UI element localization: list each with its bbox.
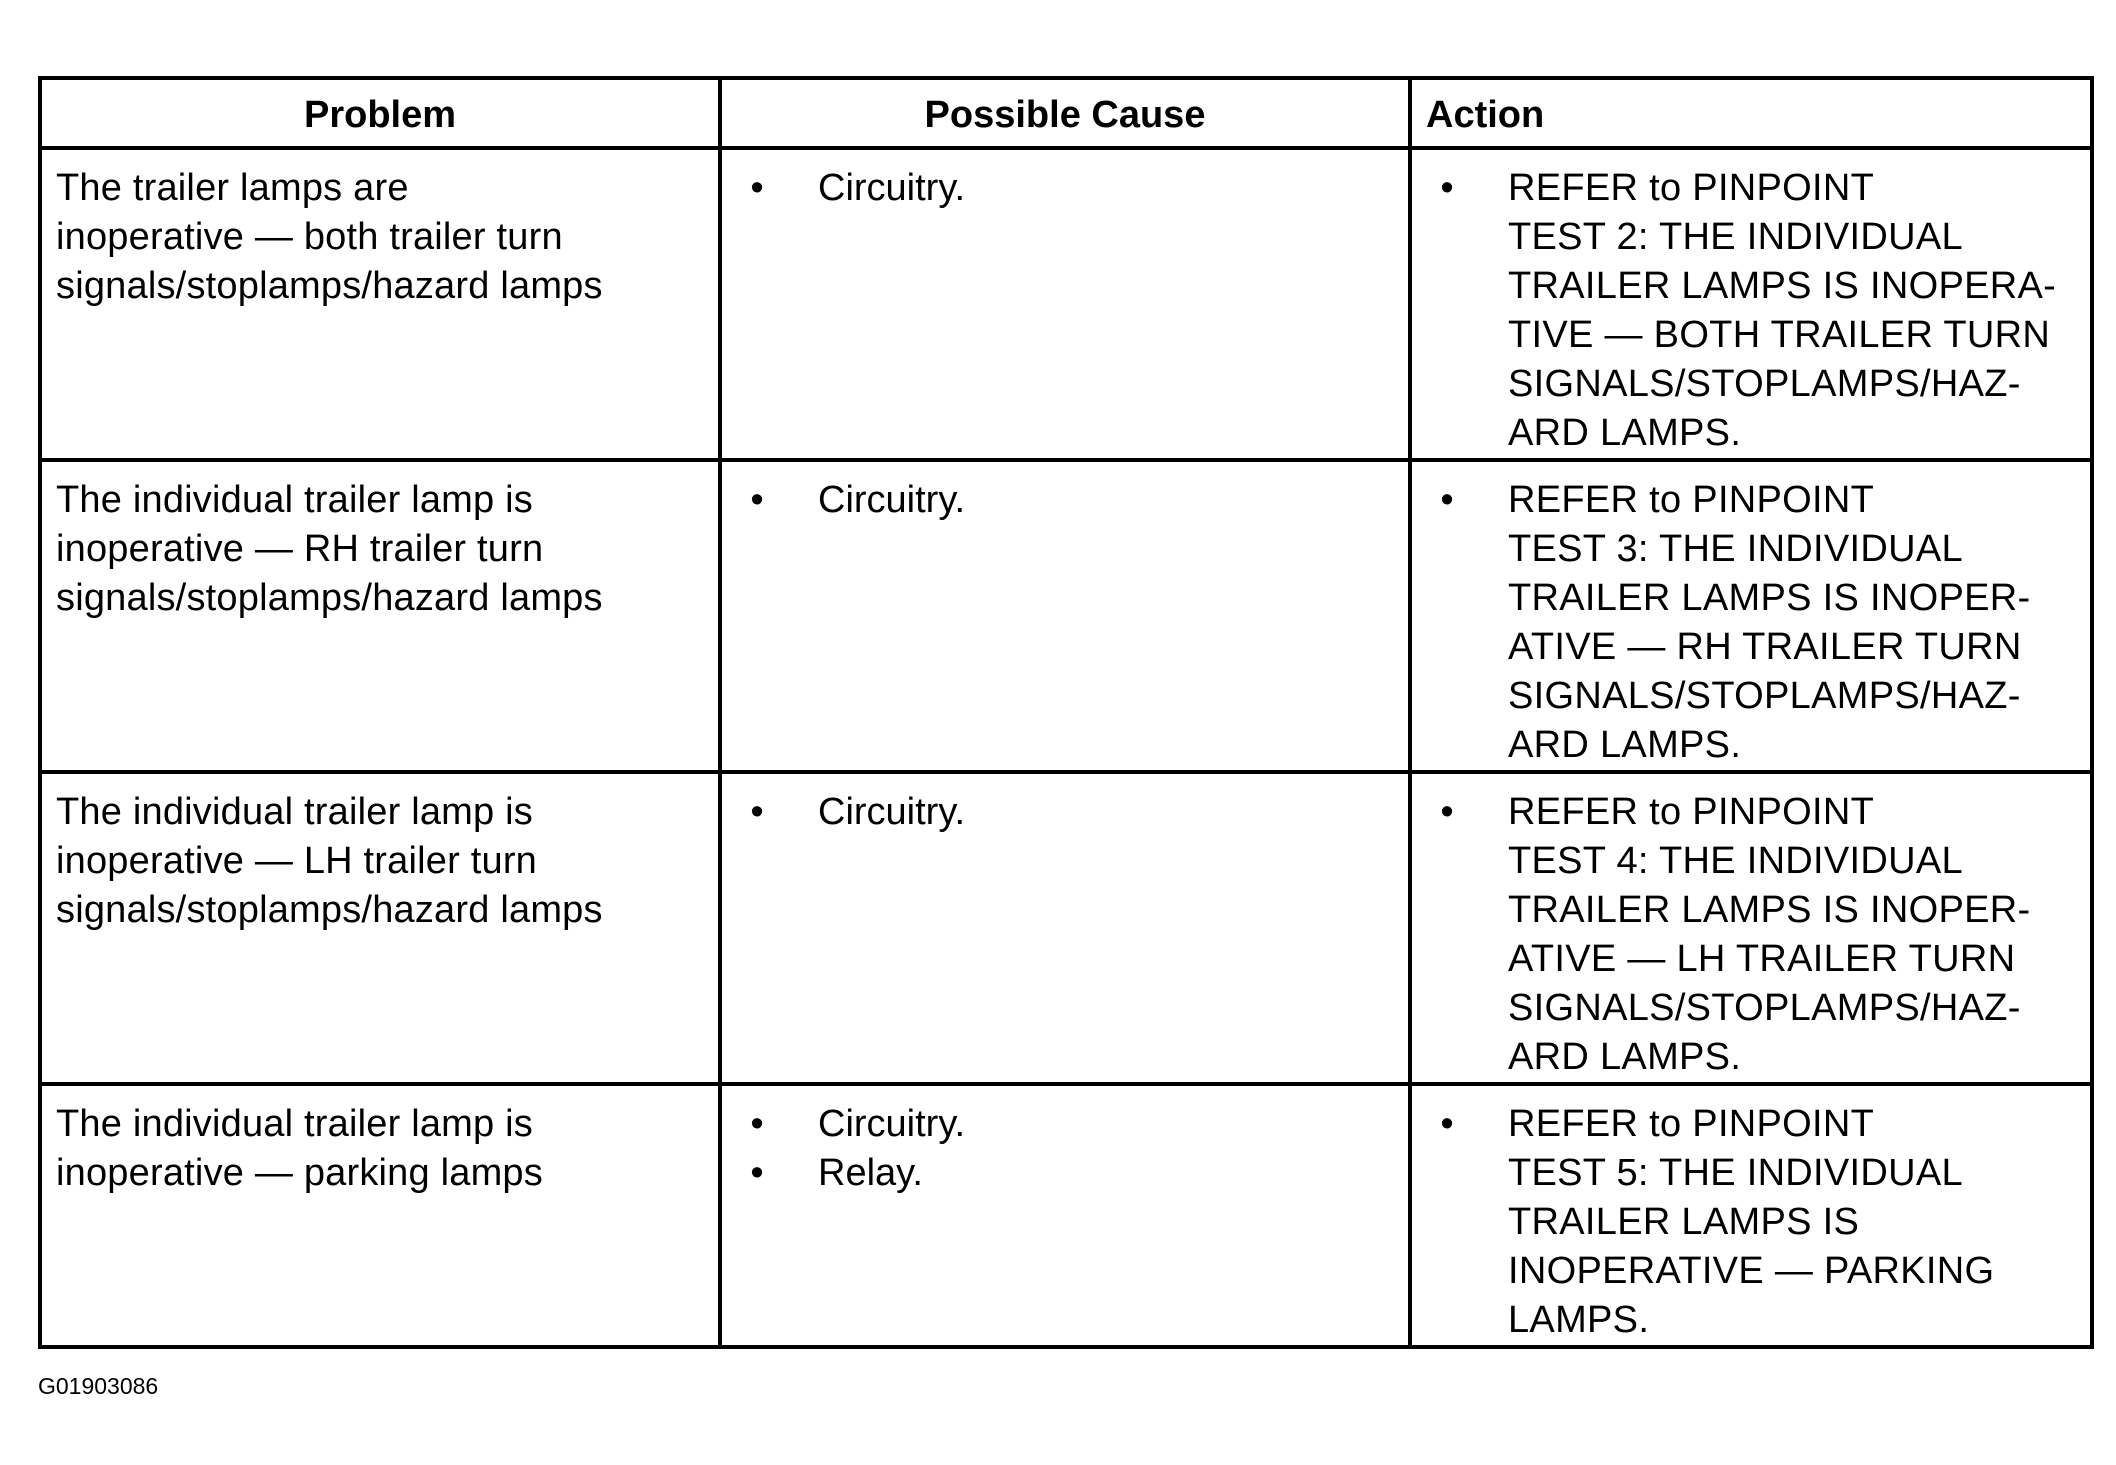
problem-text: The trailer lamps are inoperative — both trailer turn signals/stoplamps/hazard lamps: [56, 167, 603, 307]
table-row: [40, 460, 2092, 772]
action-text: REFER to PINPOINT TEST 3: THE INDIVIDUAL TRAILER LAMPS IS INOPER- ATIVE — RH TRAILER TURN SIGNALS/STOPLAMPS/HAZ- ARD LAMPS.: [1508, 479, 2031, 766]
problem-cell: [40, 772, 720, 1084]
header-row: [40, 78, 2092, 148]
problem-text: The individual trailer lamp is inoperative — LH trailer turn signals/stoplamps/hazard lamps: [56, 791, 603, 931]
bullet-icon: •: [750, 1152, 764, 1194]
action-cell: [1410, 148, 2092, 460]
problem-cell: [40, 148, 720, 460]
action-cell: [1410, 460, 2092, 772]
cause-cell: [720, 772, 1410, 1084]
bullet-icon: •: [1440, 791, 1454, 833]
bullet-icon: •: [1440, 167, 1454, 209]
cause-text: Circuitry.: [818, 479, 966, 521]
figure-id: G01903086: [38, 1373, 159, 1399]
action-text: REFER to PINPOINT TEST 4: THE INDIVIDUAL TRAILER LAMPS IS INOPER- ATIVE — LH TRAILER TURN SIGNALS/STOPLAMPS/HAZ- ARD LAMPS.: [1508, 791, 2031, 1078]
table-row: [40, 1084, 2092, 1347]
problem-cell: [40, 460, 720, 772]
bullet-icon: •: [1440, 1103, 1454, 1145]
cause-cell: [720, 1084, 1410, 1347]
header-action: Action: [1410, 78, 2092, 148]
action-item: [1412, 164, 2090, 458]
action-item: [1412, 1100, 2090, 1345]
cause-item: [722, 1100, 1408, 1149]
table-row: [40, 772, 2092, 1084]
cause-list: [722, 462, 1408, 525]
action-text: REFER to PINPOINT TEST 2: THE INDIVIDUAL TRAILER LAMPS IS INOPERA- TIVE — BOTH TRAILER TURN SIGNALS/STOPLAMPS/HAZ- ARD LAMPS.: [1508, 167, 2057, 454]
action-list: [1412, 462, 2090, 770]
action-cell: [1410, 1084, 2092, 1347]
bullet-icon: •: [750, 791, 764, 833]
cause-cell: [720, 148, 1410, 460]
action-list: [1412, 1086, 2090, 1345]
cause-list: [722, 1086, 1408, 1198]
cause-item: [722, 788, 1408, 837]
problem-text: The individual trailer lamp is inoperative — parking lamps: [56, 1103, 543, 1194]
header-problem: Problem: [40, 78, 720, 148]
action-text: REFER to PINPOINT TEST 5: THE INDIVIDUAL TRAILER LAMPS IS INOPERATIVE — PARKING LAMPS.: [1508, 1103, 1995, 1341]
action-cell: [1410, 772, 2092, 1084]
cause-text: Circuitry.: [818, 791, 966, 833]
header-possible-cause: Possible Cause: [720, 78, 1410, 148]
bullet-icon: •: [750, 167, 764, 209]
diagnostic-table: [38, 76, 2094, 1349]
cause-item: [722, 476, 1408, 525]
bullet-icon: •: [750, 1103, 764, 1145]
cause-list: [722, 150, 1408, 213]
table-row: [40, 148, 2092, 460]
bullet-icon: •: [1440, 479, 1454, 521]
cause-text: Circuitry.: [818, 167, 966, 209]
action-item: [1412, 788, 2090, 1082]
problem-text: The individual trailer lamp is inoperative — RH trailer turn signals/stoplamps/hazard lamps: [56, 479, 603, 619]
problem-cell: [40, 1084, 720, 1347]
cause-item: [722, 1149, 1408, 1198]
cause-list: [722, 774, 1408, 837]
action-list: [1412, 774, 2090, 1082]
bullet-icon: •: [750, 479, 764, 521]
cause-cell: [720, 460, 1410, 772]
cause-text: Circuitry.: [818, 1103, 966, 1145]
cause-text: Relay.: [818, 1152, 923, 1194]
action-list: [1412, 150, 2090, 458]
cause-item: [722, 164, 1408, 213]
action-item: [1412, 476, 2090, 770]
